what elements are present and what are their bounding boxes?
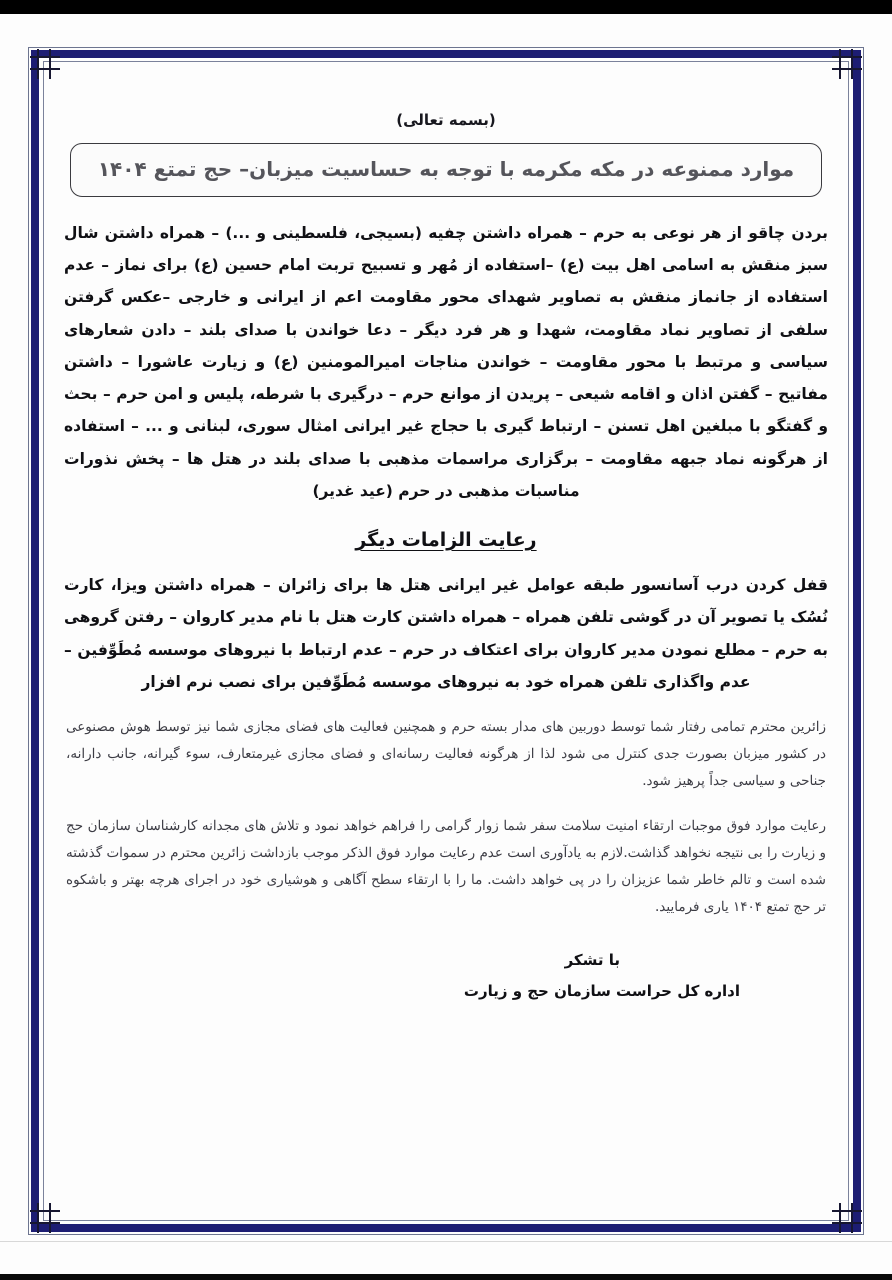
other-requirements-paragraph: قفل کردن درب آسانسور طبقه عوامل غیر ایرانی هتل ها برای زائران – همراه داشتن ویزا، کارت نُسُک یا تصویر آن در گوشی تلفن همراه – همراه داشتن کارت هتل با نام مدیر کاروان – رفتن گروهی به حرم – مطلع نمودن مدیر کاروان برای اعتکاف در حرم – عدم ارتباط با نیروهای موسسه مُطَوِّفین – عدم واگذاری تلفن همراه خود به نیروهای موسسه مُطَوِّفین برای نصب نرم افزار — [64, 576, 828, 691]
notice-paragraph-compliance: رعایت موارد فوق موجبات ارتقاء امنیت سلامت سفر شما زوار گرامی را فراهم خواهد نمود و تلاش های مجدانه کارشناسان سازمان حج و زیارت را بی نتیجه نخواهد گذاشت.لازم به یادآوری است عدم رعایت موارد فوق الذکر موجب بازداشت زائرین محترم در سموات گذشته شده است و تالم خاطر شما عزیزان را در پی خواهد داشت. ما را با ارتقاء سطح آگاهی و هوشیاری خود در اجرای هرچه بهتر و باشکوه تر حج تمتع ۱۴۰۴ یاری فرمایید. — [66, 818, 826, 916]
notice-paragraph-monitoring: زائرین محترم تمامی رفتار شما توسط دوربین های مدار بسته حرم و همچنین فعالیت های فضای مجازی شما نیز توسط هوش مصنوعی در کشور میزبان بصورت جدی کنترل می شود لذا از هرگونه فعالیت رسانه‌ای و فضای مجازی غیرمتعارف، سوء گیرانه، جانب دارانه، جناحی و سیاسی جداً پرهیز شود. — [66, 719, 826, 790]
prohibited-items-paragraph: بردن چاقو از هر نوعی به حرم – همراه داشتن چفیه (بسیجی، فلسطینی و ...) – همراه داشتن شال سبز منقش به اسامی اهل بیت (ع) –استفاده از مُهر و تسبیح تربت امام حسین (ع) برای نماز – عدم استفاده از جانماز منقش به تصاویر شهدای محور مقاومت اعم از ایرانی و خارجی –عکس گرفتن سلفی از تصاویر نماد مقاومت، شهدا و هر فرد دیگر – دعا خواندن با صدای بلند – دادن شعارهای سیاسی و مرتبط با محور مقاومت – خواندن مناجات امیرالمومنین (ع) و زیارت عاشورا – داشتن مفاتیح – گفتن اذان و اقامه شیعی – پریدن از موانع حرم – درگیری با شرطه، پلیس و امن حرم – بحث و گفتگو با مبلغین اهل تسنن – ارتباط گیری با حجاج غیر ایرانی امثال سوری، لبنانی و ... – استفاده از هرگونه نماد جبهه مقاومت – برگزاری مراسمات مذهبی با صدای بلند در هتل ها – پخش نذورات مناسبات مذهبی در حرم (عید غدیر) — [64, 224, 828, 500]
signature-thanks: با تشکر — [564, 951, 620, 970]
document-title-box — [70, 143, 822, 197]
signature-department: اداره کل حراست سازمان حج و زیارت — [463, 982, 740, 1001]
corner-ornament-bottom-left-icon — [30, 1203, 60, 1233]
scan-artifact-top-bar — [0, 0, 892, 14]
corner-ornament-top-left-icon — [30, 49, 60, 79]
document-content — [62, 95, 830, 1210]
scan-artifact-hairline — [0, 1241, 892, 1242]
basmala-line: (بسمه تعالی) — [396, 111, 496, 129]
section-heading-other-requirements: رعایت الزامات دیگر — [355, 529, 537, 552]
corner-ornament-bottom-right-icon — [832, 1203, 862, 1233]
signature-block — [62, 951, 830, 1000]
corner-ornament-top-right-icon — [832, 49, 862, 79]
scan-artifact-bottom-bar — [0, 1274, 892, 1280]
page-title: موارد ممنوعه در مکه مکرمه با توجه به حساسیت میزبان– حج تمتع ۱۴۰۴ — [97, 157, 795, 181]
